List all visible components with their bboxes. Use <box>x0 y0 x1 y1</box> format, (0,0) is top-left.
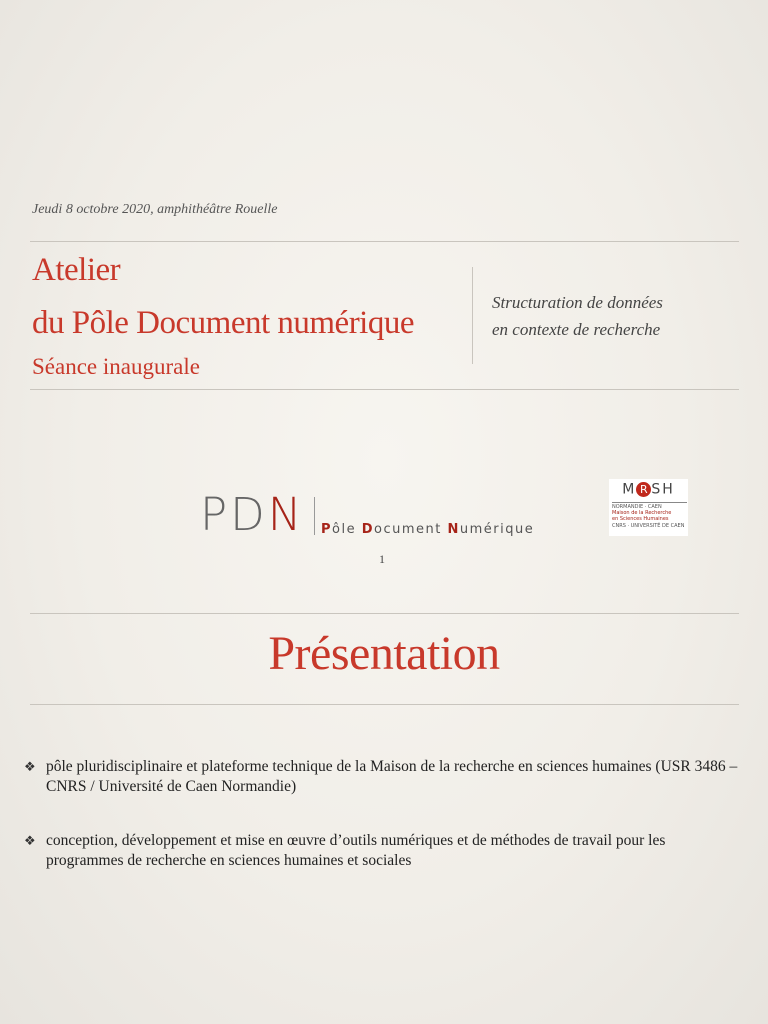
topic-line-1: Structuration de données <box>492 293 663 312</box>
topic-line-2: en contexte de recherche <box>492 320 661 339</box>
top-rule <box>30 241 739 242</box>
section-bottom-rule <box>30 704 739 705</box>
page-number: 1 <box>379 552 385 566</box>
mrsh-letters <box>609 482 688 497</box>
pdn-logo-fullname <box>321 523 534 536</box>
event-date: Jeudi 8 octobre 2020, amphithéâtre Rouelle <box>32 202 278 217</box>
mrsh-line-4: CNRS · UNIVERSITÉ DE CAEN <box>612 523 685 529</box>
pdn-fullname-d: D <box>361 522 375 537</box>
pdn-logo-separator <box>314 497 315 535</box>
pdn-letter-p: P <box>200 488 231 541</box>
bullet-icon: ❖ <box>24 759 36 774</box>
pdn-fullname-umerique: umérique <box>459 522 535 537</box>
bullet-text-2: conception, développement et mise en œuvre d’outils numériques et de méthodes de travail pour les programmes de recherche en sciences humaines et sociales <box>46 832 666 869</box>
mrsh-line-3: en Sciences Humaines <box>612 516 669 522</box>
section-top-rule <box>30 613 739 614</box>
title-line-2: du Pôle Document numérique <box>32 305 415 341</box>
mrsh-letter-r: R <box>636 482 651 497</box>
title-line-1: Atelier <box>32 252 121 288</box>
bullet-icon: ❖ <box>24 833 36 848</box>
vertical-divider <box>472 267 473 364</box>
mrsh-line-1: NORMANDIE · CAEN <box>612 502 687 510</box>
section-heading: Présentation <box>268 627 500 680</box>
pdn-fullname-ocument: ocument <box>374 522 448 537</box>
pdn-fullname-ole: ôle <box>332 522 362 537</box>
mrsh-letter-s: S <box>651 481 663 498</box>
session-subtitle: Séance inaugurale <box>32 354 200 379</box>
pdn-logo <box>200 488 305 541</box>
pdn-fullname-p: P <box>321 522 333 537</box>
pdn-fullname-n: N <box>447 522 460 537</box>
mrsh-logo <box>609 479 688 536</box>
bullet-text-1: pôle pluridisciplinaire et plateforme technique de la Maison de la recherche en sciences humaines (USR 3486 – CNRS / Université de Caen Normandie) <box>46 758 738 795</box>
header-bottom-rule <box>30 389 739 390</box>
pdn-letter-n: N <box>267 488 305 541</box>
mrsh-letter-h: H <box>662 481 675 498</box>
mrsh-line-2: Maison de la Recherche <box>612 510 672 516</box>
pdn-letter-d: D <box>230 488 268 541</box>
mrsh-letter-m: M <box>622 481 637 498</box>
